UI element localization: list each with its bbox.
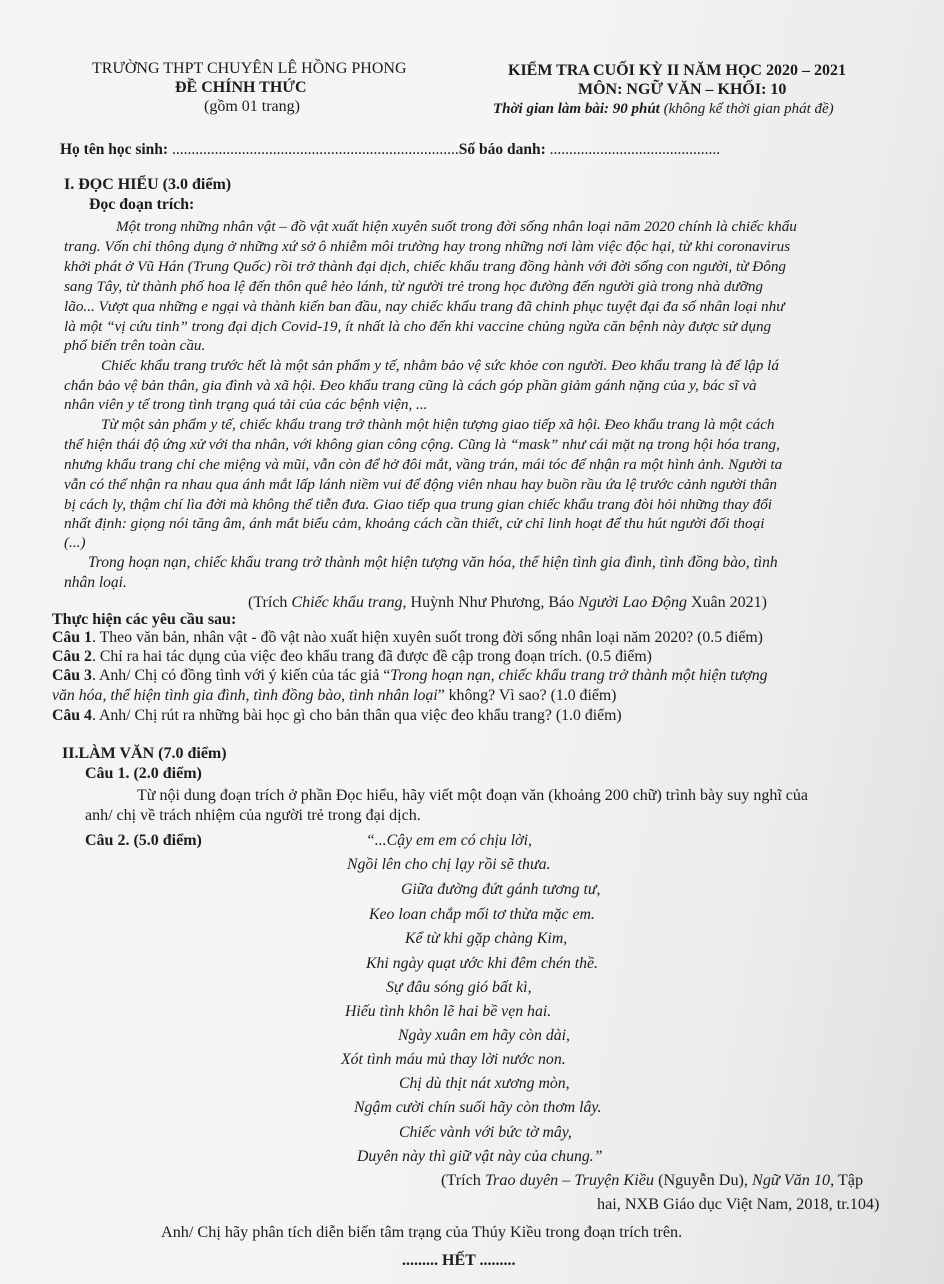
source-mid: , Huỳnh Như Phương, Báo [402, 594, 579, 611]
poem-line: Khi ngày quạt ước khi đêm chén thề. [366, 955, 599, 972]
essay-2-label: Câu 2. (5.0 điểm) [85, 832, 202, 849]
question-4-label: Câu 4 [52, 707, 92, 724]
poem-line: “...Cậy em em có chịu lời, [366, 832, 532, 849]
source-title: Chiếc khẩu trang [291, 594, 403, 611]
question-1-label: Câu 1 [52, 629, 92, 646]
exam-title: KIỂM TRA CUỐI KỲ II NĂM HỌC 2020 – 2021 [508, 62, 846, 79]
passage-line: vẫn có thể nhận ra nhau qua ánh mắt lấp lánh niềm vui để động viên nhau hay buồn rầu ứa lệ trước cảnh người thân [64, 476, 778, 493]
passage-line: lão... Vượt qua những e ngại và thành kiến ban đầu, nay chiếc khẩu trang đã chinh phục tuyệt đại đa số nhân loại như [64, 298, 785, 315]
passage-line: là một “vị cứu tinh” trong đại dịch Covid-19, ít nhất là cho đến khi vaccine chủng ngừa căn bệnh này được sử dụng [64, 318, 772, 335]
question-2-text: . Chỉ ra hai tác dụng của việc đeo khẩu trang đã được đề cập trong đoạn trích. (0.5 điểm) [91, 648, 652, 665]
passage-line: Chiếc khẩu trang trước hết là một sản phẩm y tế, nhằm bảo vệ sức khỏe con người. Đeo khẩu trang là để lập lá [101, 357, 779, 374]
question-2-label: Câu 2 [52, 648, 92, 665]
passage-line: Từ một sản phẩm y tế, chiếc khẩu trang trở thành một hiện tượng giao tiếp xã hội. Đeo khẩu trang là một cách [101, 416, 775, 433]
question-3-label: Câu 3 [52, 667, 92, 684]
poem-line: Hiếu tình khôn lẽ hai bề vẹn hai. [345, 1003, 552, 1020]
poem-line: Chị dù thịt nát xương mòn, [399, 1075, 570, 1092]
poem-line: Giữa đường đứt gánh tương tư, [401, 881, 601, 898]
passage-line: chắn bảo vệ bản thân, gia đình và xã hội. Đeo khẩu trang cũng là cách góp phần giảm gánh nặng của y, bác sĩ và [64, 377, 757, 394]
read-label: Đọc đoạn trích: [89, 196, 195, 213]
source-paper: Người Lao Động [578, 594, 687, 611]
question-4 [52, 706, 622, 726]
source-end: Xuân 2021) [686, 594, 767, 611]
time-line [493, 101, 834, 118]
poem-line: Ngồi lên cho chị lạy rồi sẽ thưa. [347, 856, 551, 873]
end-marker: ......... HẾT ......... [402, 1252, 516, 1269]
poem-line: Ngày xuân em hãy còn dài, [398, 1027, 570, 1044]
essay-1-label: Câu 1. (2.0 điểm) [85, 765, 202, 782]
poem-line: Xót tình máu mủ thay lời nước non. [341, 1051, 566, 1068]
poem-line: Sự đâu sóng gió bất kì, [386, 979, 532, 996]
student-id-label: Số báo danh: [458, 141, 546, 158]
passage-line: Một trong những nhân vật – đồ vật xuất hiện xuyên suốt trong đời sống nhân loại năm 2020 chính là chiếc khẩu [116, 218, 797, 235]
cite-book: Ngữ Văn 10 [752, 1171, 831, 1189]
passage-line: sang Tây, từ thành phố hoa lệ đến thôn quê hẻo lánh, từ người trẻ trong học đường đến người già trong nhà dưỡng [64, 278, 764, 295]
time-note: (không kể thời gian phát đề) [659, 101, 834, 117]
essay-1-line-1: Từ nội dung đoạn trích ở phần Đọc hiểu, hãy viết một đoạn văn (khoảng 200 chữ) trình bày suy nghĩ của [137, 787, 808, 804]
poem-line: Kể từ khi gặp chàng Kim, [405, 930, 568, 947]
school-name: TRƯỜNG THPT CHUYÊN LÊ HỒNG PHONG [92, 60, 407, 77]
passage-line: phổ biến trên toàn cầu. [64, 337, 206, 354]
poem-line: Chiếc vành với bức tờ mây, [399, 1124, 572, 1141]
question-1 [52, 628, 763, 648]
cite-end: , Tập [830, 1171, 864, 1189]
question-4-text: . Anh/ Chị rút ra những bài học gì cho bản thân qua việc đeo khẩu trang? (1.0 điểm) [91, 707, 622, 724]
tasks-label: Thực hiện các yêu cầu sau: [52, 611, 237, 628]
poem-citation-line-2: hai, NXB Giáo dục Việt Nam, 2018, tr.104) [597, 1195, 880, 1213]
passage-line: thể hiện thái độ ứng xử với tha nhân, với không gian công cộng. Cũng là “mask” như cái mặt nạ trong hội hóa trang, [64, 436, 780, 453]
poem-line: Keo loan chắp mối tơ thừa mặc em. [369, 906, 595, 923]
question-3 [52, 666, 768, 686]
question-1-text: . Theo văn bản, nhân vật - đồ vật nào xuất hiện xuyên suốt trong đời sống nhân loại năm 2020? (0.5 điểm) [91, 629, 763, 646]
question-2 [52, 647, 652, 667]
student-name-label: Họ tên học sinh: [60, 141, 169, 158]
question-3-pre: . Anh/ Chị có đồng tình với ý kiến của tác giả “ [91, 667, 391, 684]
page-count: (gồm 01 trang) [204, 98, 300, 115]
student-name-dots: .......................................................................... [171, 141, 459, 158]
passage-source [248, 593, 767, 613]
section2-title: II.LÀM VĂN (7.0 điểm) [62, 745, 227, 762]
cite-mid: (Nguyễn Du), [654, 1171, 753, 1189]
poem-line: Ngậm cười chín suối hãy còn thơm lây. [354, 1099, 602, 1116]
official-label: ĐỀ CHÍNH THỨC [175, 79, 307, 96]
question-3-quote-2: văn hóa, thể hiện tình gia đình, tình đồng bào, tình nhân loại [52, 687, 438, 704]
time-bold: Thời gian làm bài: 90 phút [493, 101, 660, 117]
passage-line: nhân loại. [64, 574, 127, 591]
subject-line: MÔN: NGỮ VĂN – KHỐI: 10 [578, 81, 787, 98]
passage-line: nhân viên y tế trong tình trạng quá tải của các bệnh viện, ... [64, 396, 428, 413]
poem-line: Duyên này thì giữ vật này của chung.” [357, 1148, 603, 1165]
essay-2-prompt: Anh/ Chị hãy phân tích diễn biến tâm trạng của Thúy Kiều trong đoạn trích trên. [161, 1223, 683, 1241]
passage-line: nhất định: giọng nói tăng âm, ánh mắt biểu cảm, khoảng cách cần thiết, cử chỉ linh hoạt để thu hút người đối thoại [64, 515, 765, 532]
student-info-row [60, 141, 720, 159]
cite-open: (Trích [441, 1171, 485, 1189]
passage-line: nhưng khẩu trang chỉ che miệng và mũi, vẫn còn để hở đôi mắt, vầng trán, mái tóc để nhận ra một hình ảnh. Người ta [64, 456, 783, 473]
question-3-post: ” không? Vì sao? (1.0 điểm) [437, 687, 617, 704]
question-3-cont [52, 686, 616, 706]
section1-title: I. ĐỌC HIỂU (3.0 điểm) [64, 176, 232, 193]
passage-line: khởi phát ở Vũ Hán (Trung Quốc) rồi trở thành đại dịch, chiếc khẩu trang đồng hành với đời sống con người, từ Đông [64, 258, 787, 275]
cite-work: Trao duyên – Truyện Kiều [484, 1171, 655, 1189]
source-open: (Trích [248, 594, 292, 611]
passage-line: trang. Vốn chỉ thông dụng ở những xứ sở ô nhiễm môi trường hay trong những nơi làm việc độc hại, từ khi coronavirus [64, 238, 791, 255]
essay-1-line-2: anh/ chị về trách nhiệm của người trẻ trong đại dịch. [85, 807, 421, 824]
poem-citation [441, 1171, 863, 1190]
student-id-dots: ............................................ [549, 141, 721, 158]
passage-line: (...) [64, 534, 86, 551]
passage-line: Trong hoạn nạn, chiếc khẩu trang trở thành một hiện tượng văn hóa, thể hiện tình gia đình, tình đồng bào, tình [88, 554, 778, 571]
passage-line: bị cách ly, thậm chí lìa đời mà không thể tiễn đưa. Giao tiếp qua trung gian chiếc khẩu trang đòi hỏi những thay đổi [64, 496, 773, 513]
question-3-quote-1: Trong hoạn nạn, chiếc khẩu trang trở thành một hiện tượng [390, 667, 768, 684]
